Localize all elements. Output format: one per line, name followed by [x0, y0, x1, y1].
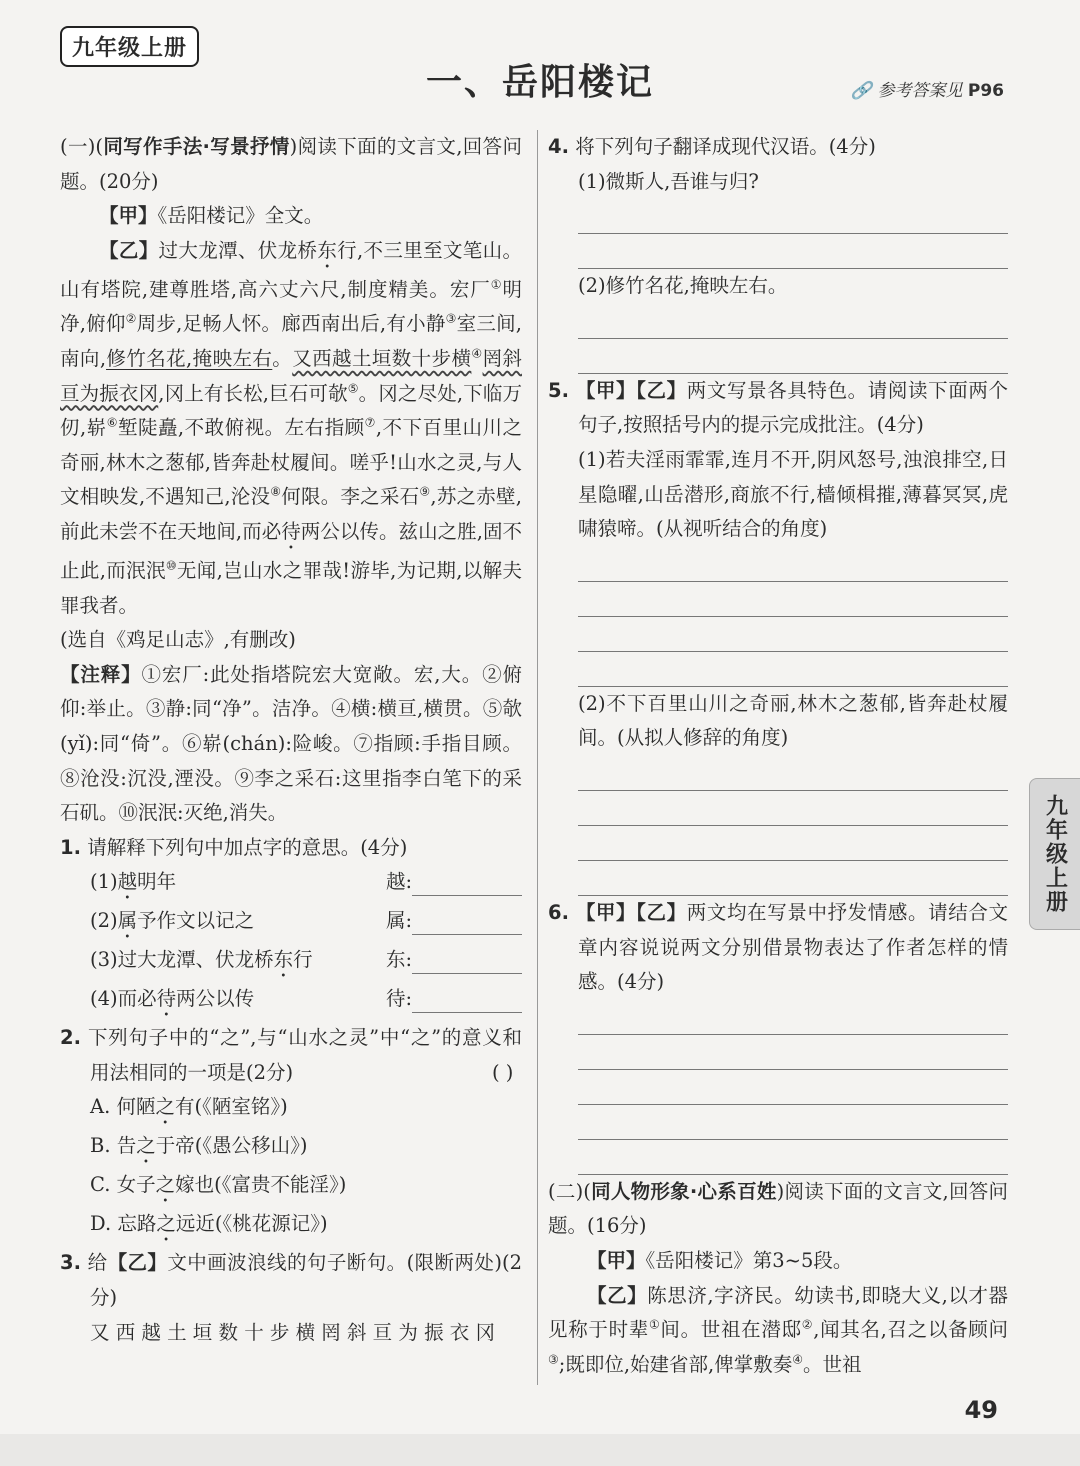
answer-line[interactable]	[578, 826, 1008, 861]
q5-sentence-1: (1)若夫淫雨霏霏,连月不开,阴风怒号,浊浪排空,日星隐曜,山岳潜形,商旅不行,樯倾楫摧,薄暮冥冥,虎啸猿啼。(从视听结合的角度)	[578, 447, 1008, 541]
answer-blank[interactable]	[412, 943, 522, 974]
answer-line[interactable]	[578, 617, 1008, 652]
section2-jia: 【甲】《岳阳楼记》第3~5段。	[587, 1248, 853, 1272]
answer-line[interactable]	[578, 1000, 1008, 1035]
q1-item-2: (2)属予作文以记之 属:	[60, 904, 522, 943]
q1-item-4: (4)而必待两公以传 待:	[60, 982, 522, 1021]
q4-sentence-1: (1)微斯人,吾谁与归?	[578, 169, 759, 193]
q1-item-1: (1)越明年 越:	[60, 865, 522, 904]
answer-line[interactable]	[578, 547, 1008, 582]
answer-line[interactable]	[578, 1035, 1008, 1070]
section1-jia: 【甲】《岳阳楼记》全文。	[99, 204, 324, 228]
wavy-sentence-part2: 罔斜亘为振衣冈	[60, 346, 522, 405]
section1-intro: (一)(同写作手法·写景抒情)阅读下面的文言文,回答问题。(20分)	[60, 135, 522, 193]
q3-sentence: 又 西 越 土 垣 数 十 步 横 罔 斜 亘 为 振 衣 冈	[90, 1320, 495, 1344]
underlined-phrase: 修竹名花,掩映左右	[106, 346, 273, 370]
answer-ref-page: P96	[967, 81, 1004, 101]
section2-yi-passage: 【乙】陈思济,字济民。幼读书,即晓大义,以才器见称于时辈①间。世祖在潜邸②,闻其名,召之以备顾问③;既即位,始建省部,俾掌敷奏④。世祖	[548, 1283, 1008, 1376]
answer-line[interactable]	[578, 582, 1008, 617]
q5-sentence-2: (2)不下百里山川之奇丽,林木之葱郁,皆奔赴杖履间。(从拟人修辞的角度)	[578, 691, 1008, 750]
answer-line[interactable]	[578, 652, 1008, 687]
answer-line[interactable]	[578, 339, 1008, 374]
page-title: 一、岳阳楼记	[425, 61, 654, 103]
answer-reference	[851, 76, 1004, 101]
answer-line[interactable]	[578, 1105, 1008, 1140]
right-column	[548, 130, 1008, 1382]
bottom-strip	[0, 1434, 1080, 1466]
answer-line[interactable]	[578, 861, 1008, 896]
page-number: 49	[964, 1396, 998, 1424]
answer-line[interactable]	[578, 756, 1008, 791]
answer-blank[interactable]	[412, 982, 522, 1013]
question-2: 2. 下列句子中的“之”,与“山水之灵”中“之”的意义和用法相同的一项是(2分) ( )	[60, 1026, 523, 1084]
left-column	[60, 130, 522, 1350]
q2-option-a: A. 何陋之有(《陋室铭》)	[90, 1095, 288, 1119]
q4-sentence-2: (2)修竹名花,掩映左右。	[578, 274, 788, 298]
answer-line[interactable]	[578, 234, 1008, 269]
question-4: 4. 将下列句子翻译成现代汉语。(4分)	[548, 135, 876, 158]
question-3: 3. 给【乙】文中画波浪线的句子断句。(限断两处)(2分)	[60, 1251, 522, 1310]
section2-intro: (二)(同人物形象·心系百姓)阅读下面的文言文,回答问题。(16分)	[548, 1179, 1008, 1238]
answer-blank[interactable]	[412, 865, 522, 896]
answer-line[interactable]	[578, 199, 1008, 234]
side-grade-tab: 九年级上册	[1029, 778, 1080, 930]
answer-line[interactable]	[578, 1140, 1008, 1175]
q2-option-c: C. 女子之嫁也(《富贵不能淫》)	[90, 1173, 347, 1197]
question-5: 5. 【甲】【乙】两文写景各具特色。请阅读下面两个句子,按照括号内的提示完成批注。(4分)	[548, 378, 1008, 437]
question-1: 1. 请解释下列句中加点字的意思。(4分)	[60, 835, 408, 859]
answer-line[interactable]	[578, 304, 1008, 339]
answer-ref-text: 参考答案见	[877, 81, 963, 101]
question-6: 6. 【甲】【乙】两文均在写景中抒发情感。请结合文章内容说说两文分别借景物表达了作者怎样的情感。(4分)	[548, 900, 1008, 994]
link-icon: 🔗	[850, 81, 873, 101]
wavy-sentence-part1: 又西越土垣数十步横	[292, 346, 472, 370]
grade-tag: 九年级上册	[60, 26, 199, 67]
answer-line[interactable]	[578, 1070, 1008, 1105]
annotation-notes: 【注释】①宏厂:此处指塔院宏大宽敞。宏,大。②俯仰:举止。③静:同“净”。洁净。④横:横亘,横贯。⑤欹(yǐ):同“倚”。⑥崭(chán):险峻。⑦指顾:手指目顾。⑧沧没:沉没,湮没。⑨李之采石:这里指李白笔下的采石矶。⑩泯泯:灭绝,消失。	[60, 662, 522, 825]
answer-blank[interactable]	[412, 904, 522, 935]
answer-line[interactable]	[578, 791, 1008, 826]
q1-item-3: (3)过大龙潭、伏龙桥东行 东:	[60, 943, 522, 982]
passage-source: (选自《鸡足山志》,有删改)	[60, 628, 296, 652]
q2-option-b: B. 告之于帝(《愚公移山》)	[90, 1134, 308, 1158]
section1-yi-passage: 【乙】过大龙潭、伏龙桥东行,不三里至文笔山。山有塔院,建尊胜塔,高六丈六尺,制度精美。宏厂①明净,俯仰②周步,足畅人怀。廊西南出后,有小静③室三间,南向,修竹名花,掩映左右。又西越土垣数十步横④罔斜亘为振衣冈,冈上有长松,巨石可欹⑤。冈之尽处,下临万仞,崭⑥堑陡矗,不敢俯视。左右指顾⑦,不下百里山川之奇丽,林木之葱郁,皆奔赴杖履间。嗟乎!山水之灵,与人文相映发,不遇知己,沦没⑧何限。李之采石⑨,苏之赤壁,前此未尝不在天地间,而必待两公以传。兹山之胜,固不止此,而泯泯⑩无闻,岂山水之罪哉!游毕,为记期,以解夫罪我者。	[60, 238, 523, 617]
q2-option-d: D. 忘路之远近(《桃花源记》)	[90, 1212, 328, 1236]
column-divider	[537, 130, 538, 1385]
